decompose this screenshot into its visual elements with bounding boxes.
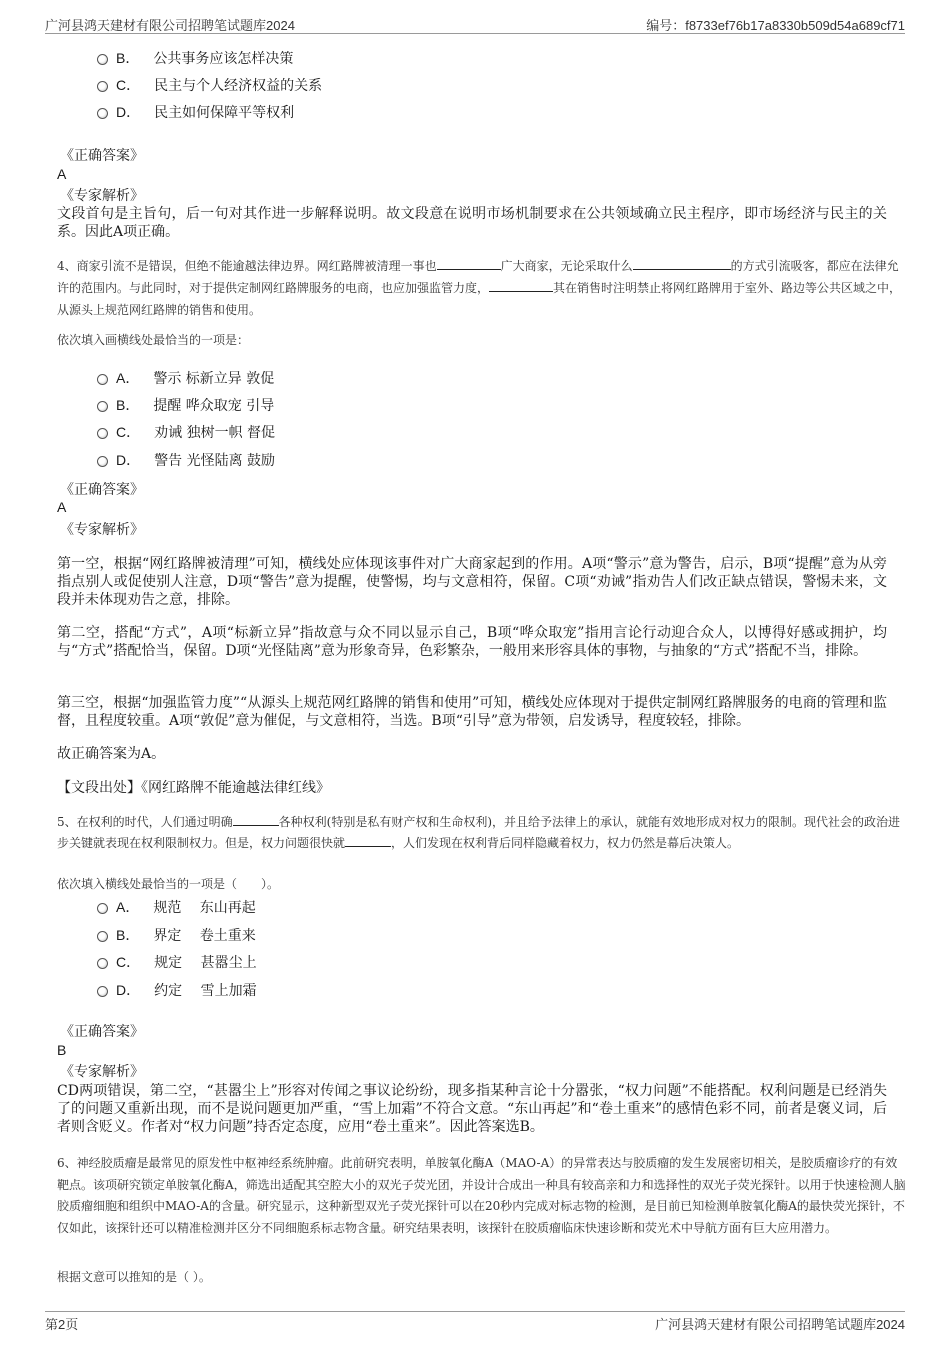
q4-source: 【文段出处】《网红路牌不能逾越法律红线》 xyxy=(57,780,330,796)
q5-answer: B xyxy=(57,1042,67,1058)
q4-option-d[interactable]: D． 警告 光怪陆离 鼓励 xyxy=(97,450,275,471)
q5-option-d[interactable]: D． 约定 雪上加霜 xyxy=(97,980,257,1001)
footer-rule xyxy=(45,1311,905,1312)
q3-answer: A xyxy=(57,166,67,182)
q4-analysis-p3: 第三空，根据“加强监管力度”“从源头上规范网红路牌的销售和使用”可知，横线处应体现对于提供定制网红路牌服务的电商的管理和监督，且程度较重。A项“敦促”意为催促，与文意相符，当选。B项“引导”意为带领，启发诱导，程度较轻，排除。 xyxy=(57,695,887,729)
radio-icon[interactable] xyxy=(97,374,108,385)
blank-1 xyxy=(437,256,501,270)
q4-answer-label: 《正确答案》 xyxy=(60,482,144,498)
q5-option-b[interactable]: B． 界定 卷土重来 xyxy=(97,925,256,946)
header-title: 广河县鸿天建材有限公司招聘笔试题库2024 xyxy=(45,18,295,33)
blank-3 xyxy=(489,278,553,292)
q3-analysis: 文段首句是主旨句，后一句对其作进一步解释说明。故文段意在说明市场机制要求在公共领域确立民主程序，即市场经济与民主的关系。因此A项正确。 xyxy=(57,206,887,240)
q5-analysis-label: 《专家解析》 xyxy=(60,1064,144,1080)
radio-icon[interactable] xyxy=(97,931,108,942)
q3-analysis-label: 《专家解析》 xyxy=(60,188,144,204)
q3-option-c[interactable]: C． 民主与个人经济权益的关系 xyxy=(97,75,322,96)
q4-answer: A xyxy=(57,499,67,515)
q5-instruction: 依次填入横线处最恰当的一项是（ ）。 xyxy=(57,877,280,891)
radio-icon[interactable] xyxy=(97,903,108,914)
q4-analysis-p4: 故正确答案为A。 xyxy=(57,746,166,762)
footer-title: 广河县鸿天建材有限公司招聘笔试题库2024 xyxy=(655,1317,905,1332)
radio-icon[interactable] xyxy=(97,54,108,65)
q4-option-c[interactable]: C． 劝诫 独树一帜 督促 xyxy=(97,422,275,443)
q3-option-b[interactable]: B． 公共事务应该怎样决策 xyxy=(97,48,293,69)
radio-icon[interactable] xyxy=(97,986,108,997)
q5-stem: 5、在权利的时代，人们通过明确 各种权利(特别是私有财产权和生命权利)，并且给予法律上的承认，就能有效地形成对权力的限制。现代社会的政治进步关键就表现在权利限制权力。但是，权力问题很快就 ，人们发现在权利背后同样隐藏着权力，权力仍然是幕后决策人。 xyxy=(57,812,907,854)
q6-question: 根据文意可以推知的是（ ）。 xyxy=(57,1270,211,1284)
footer-page-number: 第2页 xyxy=(45,1317,79,1332)
blank-1 xyxy=(233,812,279,826)
header-doc-id: 编号：f8733ef76b17a8330b509d54a689cf71 xyxy=(646,18,905,33)
q6-stem: 6、神经胶质瘤是最常见的原发性中枢神经系统肿瘤。此前研究表明，单胺氧化酶A（MAO-A）的异常表达与胶质瘤的发生发展密切相关，是胶质瘤诊疗的有效靶点。该项研究锁定单胺氧化酶A，筛选出适配其空腔大小的双光子荧光团，并设计合成出一种具有较高亲和力和选择性的双光子荧光探针。以用于快速检测人脑胶质瘤细胞和组织中MAO-A的含量。研究显示，这种新型双光子荧光探针可以在20秒内完成对标志物的检测，是目前已知检测单胺氧化酶A的最快荧光探针，不仅如此，该探针还可以精准检测并区分不同细胞系标志物含量。研究结果表明，该探针在胶质瘤临床快速诊断和荧光术中导航方面有巨大应用潜力。 xyxy=(57,1156,906,1235)
q4-instruction: 依次填入画横线处最恰当的一项是： xyxy=(57,333,250,347)
radio-icon[interactable] xyxy=(97,108,108,119)
q4-stem: 4、商家引流不是错误，但绝不能逾越法律边界。网红路牌被清理一事也 广大商家，无论采取什么 的方式引流吸客，都应在法律允许的范围内。与此同时，对于提供定制网红路牌服务的电商，也应加强监管力度， 其在销售时注明禁止将网红路牌用于室外、路边等公共区域之中，从源头上规范网红路牌的销售和使用。 xyxy=(57,255,907,321)
radio-icon[interactable] xyxy=(97,401,108,412)
q4-option-b[interactable]: B． 提醒 哗众取宠 引导 xyxy=(97,395,274,416)
q4-analysis-p1: 第一空，根据“网红路牌被清理”可知，横线处应体现该事件对广大商家起到的作用。A项“警示”意为警告，启示，B项“提醒”意为从旁指点别人或促使别人注意，D项“警告”意为提醒，使警惕，均与文意相符，保留。C项“劝诫”指劝告人们改正缺点错误，警惕未来，文段并未体现劝告之意，排除。 xyxy=(57,556,887,608)
radio-icon[interactable] xyxy=(97,456,108,467)
radio-icon[interactable] xyxy=(97,428,108,439)
q5-answer-label: 《正确答案》 xyxy=(60,1024,144,1040)
q3-option-d[interactable]: D． 民主如何保障平等权利 xyxy=(97,102,294,123)
radio-icon[interactable] xyxy=(97,958,108,969)
q3-answer-label: 《正确答案》 xyxy=(60,148,144,164)
blank-2 xyxy=(345,833,391,847)
q5-analysis: CD两项错误，第二空，“甚嚣尘上”形容对传闻之事议论纷纷，现多指某种言论十分嚣张，“权力问题”不能搭配。权利问题是已经消失了的问题又重新出现，而不是说问题更加严重，“雪上加霜”不符合文意。“东山再起”和“卷土重来”的感情色彩不同，前者是褒义词，后者则含贬义。作者对“权力问题”持否定态度，应用“卷土重来”。因此答案选B。 xyxy=(57,1083,887,1135)
q4-analysis-label: 《专家解析》 xyxy=(60,522,144,538)
q4-analysis-p2: 第二空，搭配“方式”，A项“标新立异”指故意与众不同以显示自己，B项“哗众取宠”指用言论行动迎合众人，以博得好感或拥护，均与“方式”搭配恰当，保留。D项“光怪陆离”意为形象奇异，色彩繁杂，一般用来形容具体的事物，与抽象的“方式”搭配不当，排除。 xyxy=(57,625,887,659)
q5-option-a[interactable]: A． 规范 东山再起 xyxy=(97,897,256,918)
blank-2 xyxy=(633,256,731,270)
radio-icon[interactable] xyxy=(97,81,108,92)
q4-option-a[interactable]: A． 警示 标新立异 敦促 xyxy=(97,368,274,389)
q5-option-c[interactable]: C． 规定 甚嚣尘上 xyxy=(97,952,257,973)
header-rule xyxy=(45,33,905,34)
